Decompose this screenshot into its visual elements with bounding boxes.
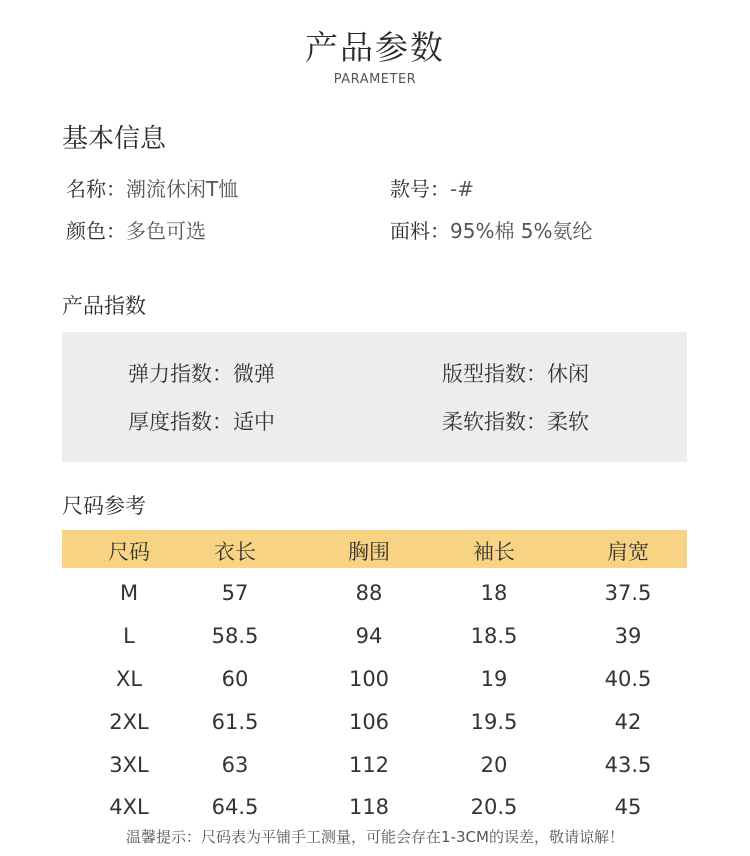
info-fabric-label: 面料： bbox=[390, 219, 450, 243]
table-cell: 3XL bbox=[109, 753, 149, 777]
table-cell: M bbox=[119, 581, 139, 605]
basic-info-heading: 基本信息 bbox=[62, 124, 167, 154]
index-elasticity-value: 微弹 bbox=[233, 362, 275, 386]
table-cell: 18 bbox=[480, 581, 508, 605]
size-col-header-sleeve: 袖长 bbox=[473, 540, 515, 564]
info-fabric bbox=[390, 215, 593, 244]
table-cell: 64.5 bbox=[211, 795, 259, 819]
table-cell: 20.5 bbox=[470, 795, 518, 819]
index-elasticity bbox=[128, 358, 275, 388]
info-style-number bbox=[390, 173, 474, 202]
table-cell: 60 bbox=[221, 667, 249, 691]
table-cell: 40.5 bbox=[604, 667, 652, 691]
table-cell: 42 bbox=[614, 710, 642, 734]
size-disclaimer-note: 温馨提示：尺码表为平铺手工测量，可能会存在1-3CM的误差，敬请谅解！ bbox=[126, 828, 624, 846]
table-cell: 58.5 bbox=[211, 624, 259, 648]
index-fit bbox=[442, 358, 589, 388]
index-elasticity-label: 弹力指数： bbox=[128, 362, 233, 386]
table-cell: 112 bbox=[348, 753, 390, 777]
table-cell: 18.5 bbox=[470, 624, 518, 648]
table-cell: XL bbox=[115, 667, 143, 691]
index-thickness-label: 厚度指数： bbox=[128, 410, 233, 434]
table-cell: 94 bbox=[355, 624, 383, 648]
table-cell: 118 bbox=[348, 795, 390, 819]
table-cell: 19 bbox=[480, 667, 508, 691]
table-cell: 88 bbox=[355, 581, 383, 605]
table-cell: 57 bbox=[221, 581, 249, 605]
index-softness-value: 柔软 bbox=[547, 410, 589, 434]
product-index-heading: 产品指数 bbox=[62, 294, 146, 318]
info-style-number-label: 款号： bbox=[390, 177, 450, 201]
index-fit-value: 休闲 bbox=[547, 362, 589, 386]
info-color-label: 颜色： bbox=[66, 219, 126, 243]
table-cell: 4XL bbox=[109, 795, 149, 819]
size-col-header-size: 尺码 bbox=[108, 540, 150, 564]
info-name bbox=[66, 173, 238, 202]
table-cell: 61.5 bbox=[211, 710, 259, 734]
table-cell: 106 bbox=[348, 710, 390, 734]
size-col-header-shoulder: 肩宽 bbox=[607, 540, 649, 564]
info-name-value: 潮流休闲T恤 bbox=[126, 177, 239, 201]
size-col-header-chest: 胸围 bbox=[348, 540, 390, 564]
table-cell: 45 bbox=[614, 795, 642, 819]
table-cell: 63 bbox=[221, 753, 249, 777]
page-title: 产品参数 bbox=[305, 28, 445, 67]
index-fit-label: 版型指数： bbox=[442, 362, 547, 386]
size-col-header-length: 衣长 bbox=[214, 540, 256, 564]
table-cell: 37.5 bbox=[604, 581, 652, 605]
index-thickness bbox=[128, 406, 275, 436]
info-color bbox=[66, 215, 206, 244]
table-cell: 100 bbox=[348, 667, 390, 691]
info-style-number-value: -# bbox=[450, 177, 474, 201]
table-cell: 19.5 bbox=[470, 710, 518, 734]
info-color-value: 多色可选 bbox=[126, 219, 206, 243]
product-index-panel bbox=[62, 332, 687, 462]
table-cell: 20 bbox=[480, 753, 508, 777]
table-cell: 2XL bbox=[109, 710, 149, 734]
info-fabric-value: 95%棉 5%氨纶 bbox=[450, 219, 593, 243]
size-chart-heading: 尺码参考 bbox=[62, 494, 146, 518]
table-cell: 43.5 bbox=[604, 753, 652, 777]
table-cell: 39 bbox=[614, 624, 642, 648]
index-softness bbox=[442, 406, 589, 436]
table-cell: L bbox=[123, 624, 135, 648]
index-softness-label: 柔软指数： bbox=[442, 410, 547, 434]
info-name-label: 名称： bbox=[66, 177, 126, 201]
page-subtitle: PARAMETER bbox=[333, 72, 417, 87]
index-thickness-value: 适中 bbox=[233, 410, 275, 434]
